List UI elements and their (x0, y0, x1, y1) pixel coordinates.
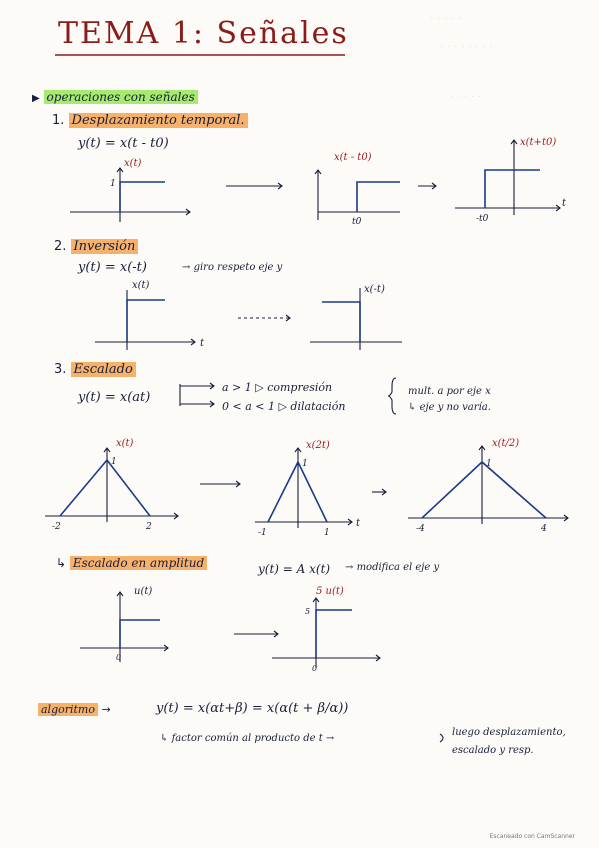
turn-arrow-icon: ↳ (160, 733, 169, 744)
tick-label: 0 (312, 664, 318, 673)
tick-label: -4 (416, 524, 425, 534)
tick-label: -1 (258, 528, 267, 538)
graph-label: u(t) (134, 586, 153, 597)
graph-label: x(t) (124, 158, 142, 169)
graph-label: 5 u(t) (316, 586, 344, 597)
transform-arrow (200, 481, 240, 487)
transform-arrow (238, 315, 290, 321)
s2-heading: Inversión (71, 239, 139, 254)
s3-formula: y(t) = x(at) (78, 390, 151, 405)
step-signal (316, 610, 352, 658)
algo-formula: y(t) = x(αt+β) = x(α(t + β/α)) (156, 701, 349, 716)
step-signal (357, 182, 400, 212)
s2-formula: y(t) = x(-t) (78, 260, 147, 275)
graph-label: x(2t) (306, 440, 330, 451)
graph-label: x(-t) (364, 284, 385, 295)
transform-arrow (372, 489, 386, 495)
transform-arrow (234, 631, 278, 637)
tick-label: 5 (305, 607, 311, 616)
step-signal (120, 620, 160, 648)
s3-heading: Escalado (71, 362, 136, 377)
s1-number: 1. (52, 113, 65, 128)
graph-label: x(t) (116, 438, 134, 449)
axis-label: t (562, 198, 567, 209)
s3-graph-xt2 (408, 438, 568, 534)
bullet-icon: ▶ (32, 93, 40, 104)
step-signal (322, 302, 360, 342)
arrow-icon: → (101, 703, 111, 716)
axis-label: t (356, 518, 361, 529)
s3-graph-x2t (255, 440, 361, 538)
s3-case-2: 0 < a < 1 ▷ dilatación (222, 400, 346, 413)
axis-label: t (200, 338, 205, 349)
step-signal (127, 300, 165, 342)
graph-label: x(t/2) (492, 438, 520, 449)
graph-label: x(t+t0) (520, 137, 557, 148)
transform-arrow (226, 183, 282, 189)
tick-label: t0 (352, 217, 362, 227)
s4-formula: y(t) = A x(t) (258, 562, 331, 576)
section-heading: operaciones con señales (44, 90, 198, 104)
tick-label: -2 (52, 522, 61, 532)
tick-label: 4 (541, 524, 547, 534)
arrow-icon: → (182, 262, 191, 273)
algo-result-1: luego desplazamiento, (452, 727, 566, 738)
algo-bracket (440, 734, 443, 742)
tick-label: 2 (146, 522, 152, 532)
tick-label: 1 (302, 459, 308, 469)
arrow-icon: → (345, 562, 354, 573)
tick-label: 1 (110, 179, 116, 189)
algo-result-2: escalado y resp. (452, 745, 534, 756)
graph-label: x(t) (132, 280, 150, 291)
tick-label: 1 (324, 528, 330, 538)
s3-case-1: a > 1 ▷ compresión (222, 381, 333, 394)
tick-label: 0 (116, 653, 122, 662)
bleed-through-text: · · · · · · · · (440, 40, 493, 53)
tick-label: 1 (486, 459, 492, 469)
tick-label: 1 (111, 457, 117, 467)
bleed-through-text: · · · · · (430, 12, 462, 25)
s3-note-2: eje y no varía. (419, 402, 491, 413)
s1-formula: y(t) = x(t - t0) (78, 136, 169, 151)
arrow-icon: → (325, 733, 335, 744)
algo-note: factor común al producto de t (171, 733, 323, 744)
s1-graph-xt-minus (315, 152, 400, 227)
s2-graph-xt (95, 280, 205, 350)
s3-graph-xt (45, 438, 178, 532)
graph-label: x(t - t0) (334, 152, 372, 163)
s1-graph-xt-plus (455, 137, 567, 224)
s4-heading: Escalado en amplitud (70, 556, 207, 570)
s3-number: 3. (54, 362, 67, 377)
triangle-signal (60, 460, 150, 516)
footer-watermark: Escaneado con CamScanner (489, 833, 575, 840)
s2-graph-xmt (310, 284, 402, 350)
bleed-through-text: · · · · · (450, 90, 482, 103)
transform-arrow (418, 183, 436, 189)
s3-bracket (180, 378, 396, 414)
step-signal (485, 170, 540, 208)
step-signal (120, 182, 165, 212)
turn-arrow-icon: ↳ (56, 556, 67, 570)
s4-graph-5ut (272, 586, 380, 673)
turn-arrow-icon: ↳ (408, 402, 417, 413)
s4-note: modifica el eje y (356, 562, 440, 573)
s1-heading: Desplazamiento temporal. (69, 113, 248, 128)
triangle-signal (422, 462, 546, 518)
page-title: TEMA 1: Señales (58, 16, 349, 51)
tick-label: -t0 (476, 214, 489, 224)
s3-note-1: mult. a por eje x (408, 386, 491, 397)
s2-note: giro respeto eje y (193, 262, 283, 273)
s4-graph-ut (80, 586, 168, 662)
algo-label: algoritmo (38, 703, 98, 716)
s2-number: 2. (54, 239, 67, 254)
s1-graph-xt (70, 158, 190, 222)
